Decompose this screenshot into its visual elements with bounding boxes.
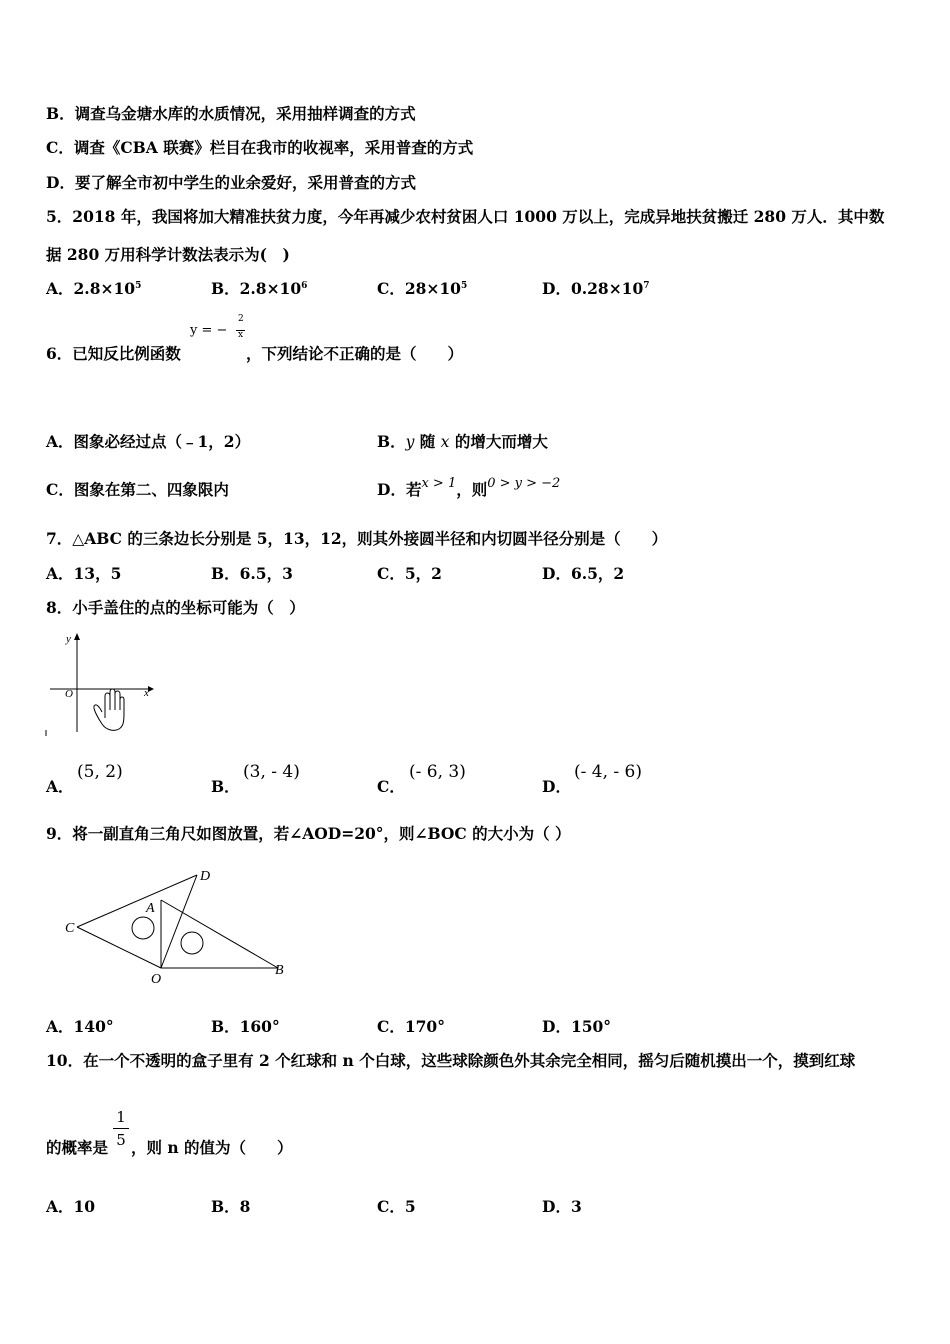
q4-option-c: C．调查《CBA 联赛》栏目在我市的收视率，采用普查的方式 [46, 138, 474, 157]
q9-circle-right [181, 932, 203, 954]
q8-option-d-value: (- 4, - 6) [574, 762, 642, 782]
q7-option-d: D．6.5，2 [542, 564, 625, 583]
q8-coordinate-figure [44, 630, 156, 740]
q7-option-a: A．13，5 [46, 564, 122, 583]
q6-option-c: C．图象在第二、四象限内 [46, 480, 229, 499]
q6-formula-den: x [238, 330, 244, 340]
q10-option-d: D．3 [542, 1197, 582, 1216]
q8-option-a-label: A． [46, 777, 74, 796]
q9-label-d: D [200, 869, 211, 884]
q6-stem-suffix: ，下列结论不正确的是（ ） [246, 344, 464, 363]
q8-option-b-label: B． [211, 777, 240, 796]
q9-stem: 9．将一副直角三角尺如图放置，若∠AOD=20°，则∠BOC 的大小为（ ） [46, 824, 571, 843]
q6-option-b: B．y 随 x 的增大而增大 [377, 432, 548, 451]
q5-stem-line1: 5．2018 年，我国将加大精准扶贫力度，今年再减少农村贫困人口 1000 万以上，完成异地扶贫搬迁 280 万人．其中数 [46, 207, 885, 226]
q6-formula-lhs: y = − [190, 323, 228, 338]
q9-option-c: C．170° [377, 1017, 445, 1036]
q8-origin-label: O [65, 688, 73, 700]
q10-fraction-num: 1 [116, 1108, 126, 1126]
q9-label-b: B [275, 963, 284, 978]
q10-stem-line2-prefix: 的概率是 [46, 1138, 109, 1157]
q7-stem: 7．△ABC 的三条边长分别是 5，13，12，则其外接圆半径和内切圆半径分别是（ ） [46, 529, 668, 548]
q8-option-b-value: (3, - 4) [243, 762, 300, 782]
q8-option-a-value: (5, 2) [77, 762, 123, 782]
q10-option-b: B．8 [211, 1197, 251, 1216]
q6-stem-prefix: 6．已知反比例函数 [46, 344, 181, 363]
q8-y-arrow [74, 633, 80, 640]
q6-d-condition: x > 1 [421, 476, 457, 491]
q9-circle-left [132, 917, 154, 939]
q5-option-b: B．$2.8\times 10^6$ [211, 279, 308, 298]
q6-option-a: A．图象必经过点（﹣1，2） [46, 432, 251, 451]
q5-option-a: A．$2.8\times 10^5$ [46, 279, 142, 298]
q8-option-c-value: (- 6, 3) [409, 762, 466, 782]
q8-stem: 8．小手盖住的点的坐标可能为（ ） [46, 598, 305, 617]
q9-option-d: D．150° [542, 1017, 612, 1036]
q9-option-a: A．140° [46, 1017, 114, 1036]
q10-fraction-den: 5 [116, 1131, 126, 1149]
q9-line-co [77, 927, 161, 968]
hand-icon [94, 689, 124, 730]
q4-option-b: B．调查乌金塘水库的水质情况，采用抽样调查的方式 [46, 104, 416, 123]
q10-stem-line2-suffix: ，则 n 的值为（ ） [131, 1138, 293, 1157]
q8-option-d-label: D． [542, 777, 571, 796]
q10-fraction [113, 1108, 129, 1149]
q5-option-c: C．$28\times 10^5$ [377, 279, 468, 298]
q9-triangle-figure [60, 862, 300, 992]
q9-label-a: A [146, 901, 155, 916]
q10-fraction-bar [113, 1128, 129, 1129]
q10-option-a: A．10 [46, 1197, 96, 1216]
q8-y-label: y [66, 633, 71, 645]
q9-label-c: C [65, 921, 75, 936]
q6-formula-num: 2 [238, 314, 244, 324]
q10-stem-line1: 10．在一个不透明的盒子里有 2 个红球和 n 个白球，这些球除颜色外其余完全相同，摇匀后随机摸出一个，摸到红球 [46, 1051, 856, 1070]
q8-x-arrow [148, 686, 154, 692]
q6-d-result: 0 > y > −2 [487, 476, 561, 491]
q5-option-d: D．$0.28\times 10^7$ [542, 279, 650, 298]
q7-option-b: B．6.5，3 [211, 564, 293, 583]
q8-x-label: x [144, 687, 149, 699]
q5-stem-line2: 据 280 万用科学计数法表示为( ) [46, 245, 290, 264]
q9-option-b: B．160° [211, 1017, 280, 1036]
q6-option-d: D．若$^{x > 1}$，则$^{0 > y > -2}$ [377, 476, 561, 499]
q8-option-c-label: C． [377, 777, 405, 796]
q10-option-c: C．5 [377, 1197, 416, 1216]
q7-option-c: C．5，2 [377, 564, 442, 583]
q9-label-o: O [151, 972, 162, 987]
q4-option-d: D．要了解全市初中学生的业余爱好，采用普查的方式 [46, 173, 416, 192]
q9-line-ab [161, 900, 278, 968]
